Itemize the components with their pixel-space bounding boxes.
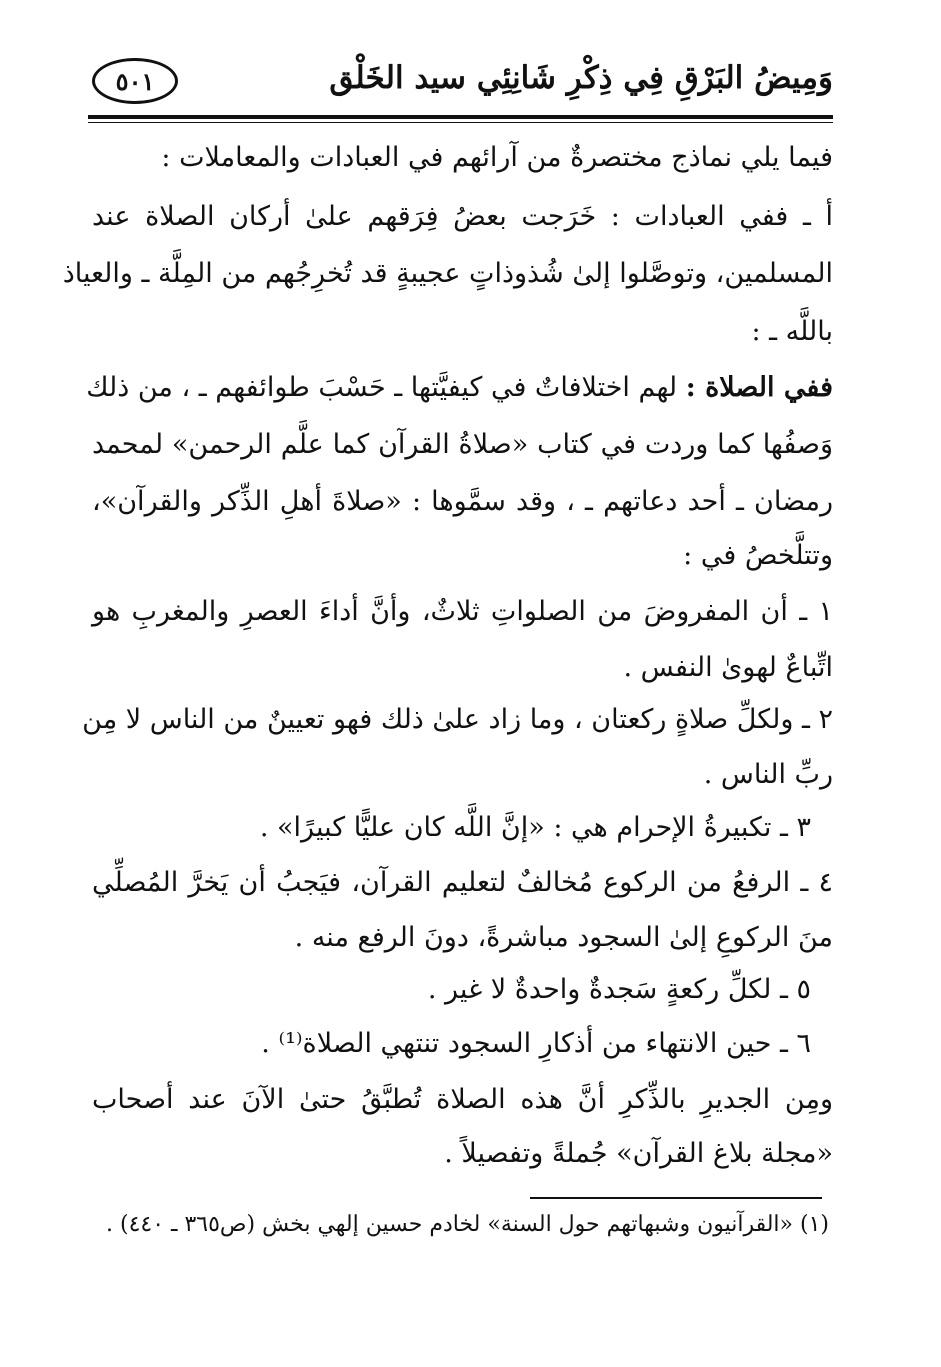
prayer-paragraph-line-4: وتتلَّخصُ في : (683, 540, 833, 571)
list-item-3: ٣ ـ تكبيرةُ الإحرام هي : «إنَّ اللَّه كان عليًّا كبيرًا» . (259, 812, 811, 843)
list-item-6: ٦ ـ حين الانتهاء من أذكارِ السجود تنتهي الصلاة⁽¹⁾ . (261, 1028, 811, 1059)
worship-paragraph-line-3: باللَّه ـ : (751, 316, 833, 347)
list-item-1-line-2: اتِّباعٌ لهوىٰ النفس . (623, 652, 833, 683)
page-number: ٥٠١ (115, 66, 155, 96)
running-title: وَمِيضُ البَرْقِ فِي ذِكْرِ شَانِئِي سيد الخَلْق (329, 60, 833, 96)
prayer-paragraph-line-2: وَصفُها كما وردت في كتاب «صلاةُ القرآن كما علَّم الرحمن» لمحمد (92, 429, 833, 460)
header-divider (88, 115, 833, 119)
header-divider-thin (88, 122, 833, 123)
worship-paragraph-line-1: أ ـ ففي العبادات : خَرَجت بعضُ فِرَقهم علىٰ أركان الصلاة عند (92, 201, 833, 232)
closing-paragraph-line-2: «مجلة بلاغ القرآن» جُملةً وتفصيلاً . (444, 1138, 833, 1169)
list-item-1-line-1: ١ ـ أن المفروضَ من الصلواتِ ثلاثٌ، وأنَّ أداءَ العصرِ والمغربِ هو (92, 596, 833, 627)
prayer-heading: ففي الصلاة : (685, 372, 833, 403)
footnote: (١) «القرآنيون وشبهاتهم حول السنة» لخادم حسين إلهي بخش (ص٣٦٥ ـ ٤٤٠) . (105, 1212, 829, 1237)
list-item-2-line-2: ربِّ الناس . (703, 759, 833, 790)
footnote-divider (530, 1197, 822, 1199)
prayer-paragraph-line-1 (86, 368, 833, 408)
page-number-badge (92, 58, 178, 104)
closing-paragraph-line-1: ومِن الجديرِ بالذِّكرِ أنَّ هذه الصلاة تُطبَّقُ حتىٰ الآنَ عند أصحاب (92, 1084, 833, 1115)
intro-line: فيما يلي نماذج مختصرةٌ من آرائهم في العبادات والمعاملات : (161, 142, 833, 173)
worship-paragraph-line-2: المسلمين، وتوصَّلوا إلىٰ شُذوذاتٍ عجيبةٍ قد تُخرِجُهم من المِلَّة ـ والعياذ (62, 258, 833, 289)
list-item-5: ٥ ـ لكلِّ ركعةٍ سَجدةٌ واحدةٌ لا غير . (427, 974, 811, 1005)
list-item-2-line-1: ٢ ـ ولكلِّ صلاةٍ ركعتان ، وما زاد علىٰ ذلك فهو تعيينٌ من الناس لا مِن (82, 704, 833, 735)
list-item-4-line-2: منَ الركوعِ إلىٰ السجود مباشرةً، دونَ الرفع منه . (294, 922, 833, 953)
prayer-line-1-text: لهم اختلافاتٌ في كيفيَّتها ـ حَسْبَ طوائفهم ـ ، من ذلك (86, 372, 678, 403)
list-item-4-line-1: ٤ ـ الرفعُ من الركوع مُخالفٌ لتعليم القرآن، فيَجبُ أن يَخرَّ المُصلِّي (92, 867, 833, 898)
page-header (88, 52, 833, 114)
prayer-paragraph-line-3: رمضان ـ أحد دعاتهم ـ ، وقد سمَّوها : «صلاةَ أهلِ الذِّكر والقرآن»، (92, 486, 833, 517)
